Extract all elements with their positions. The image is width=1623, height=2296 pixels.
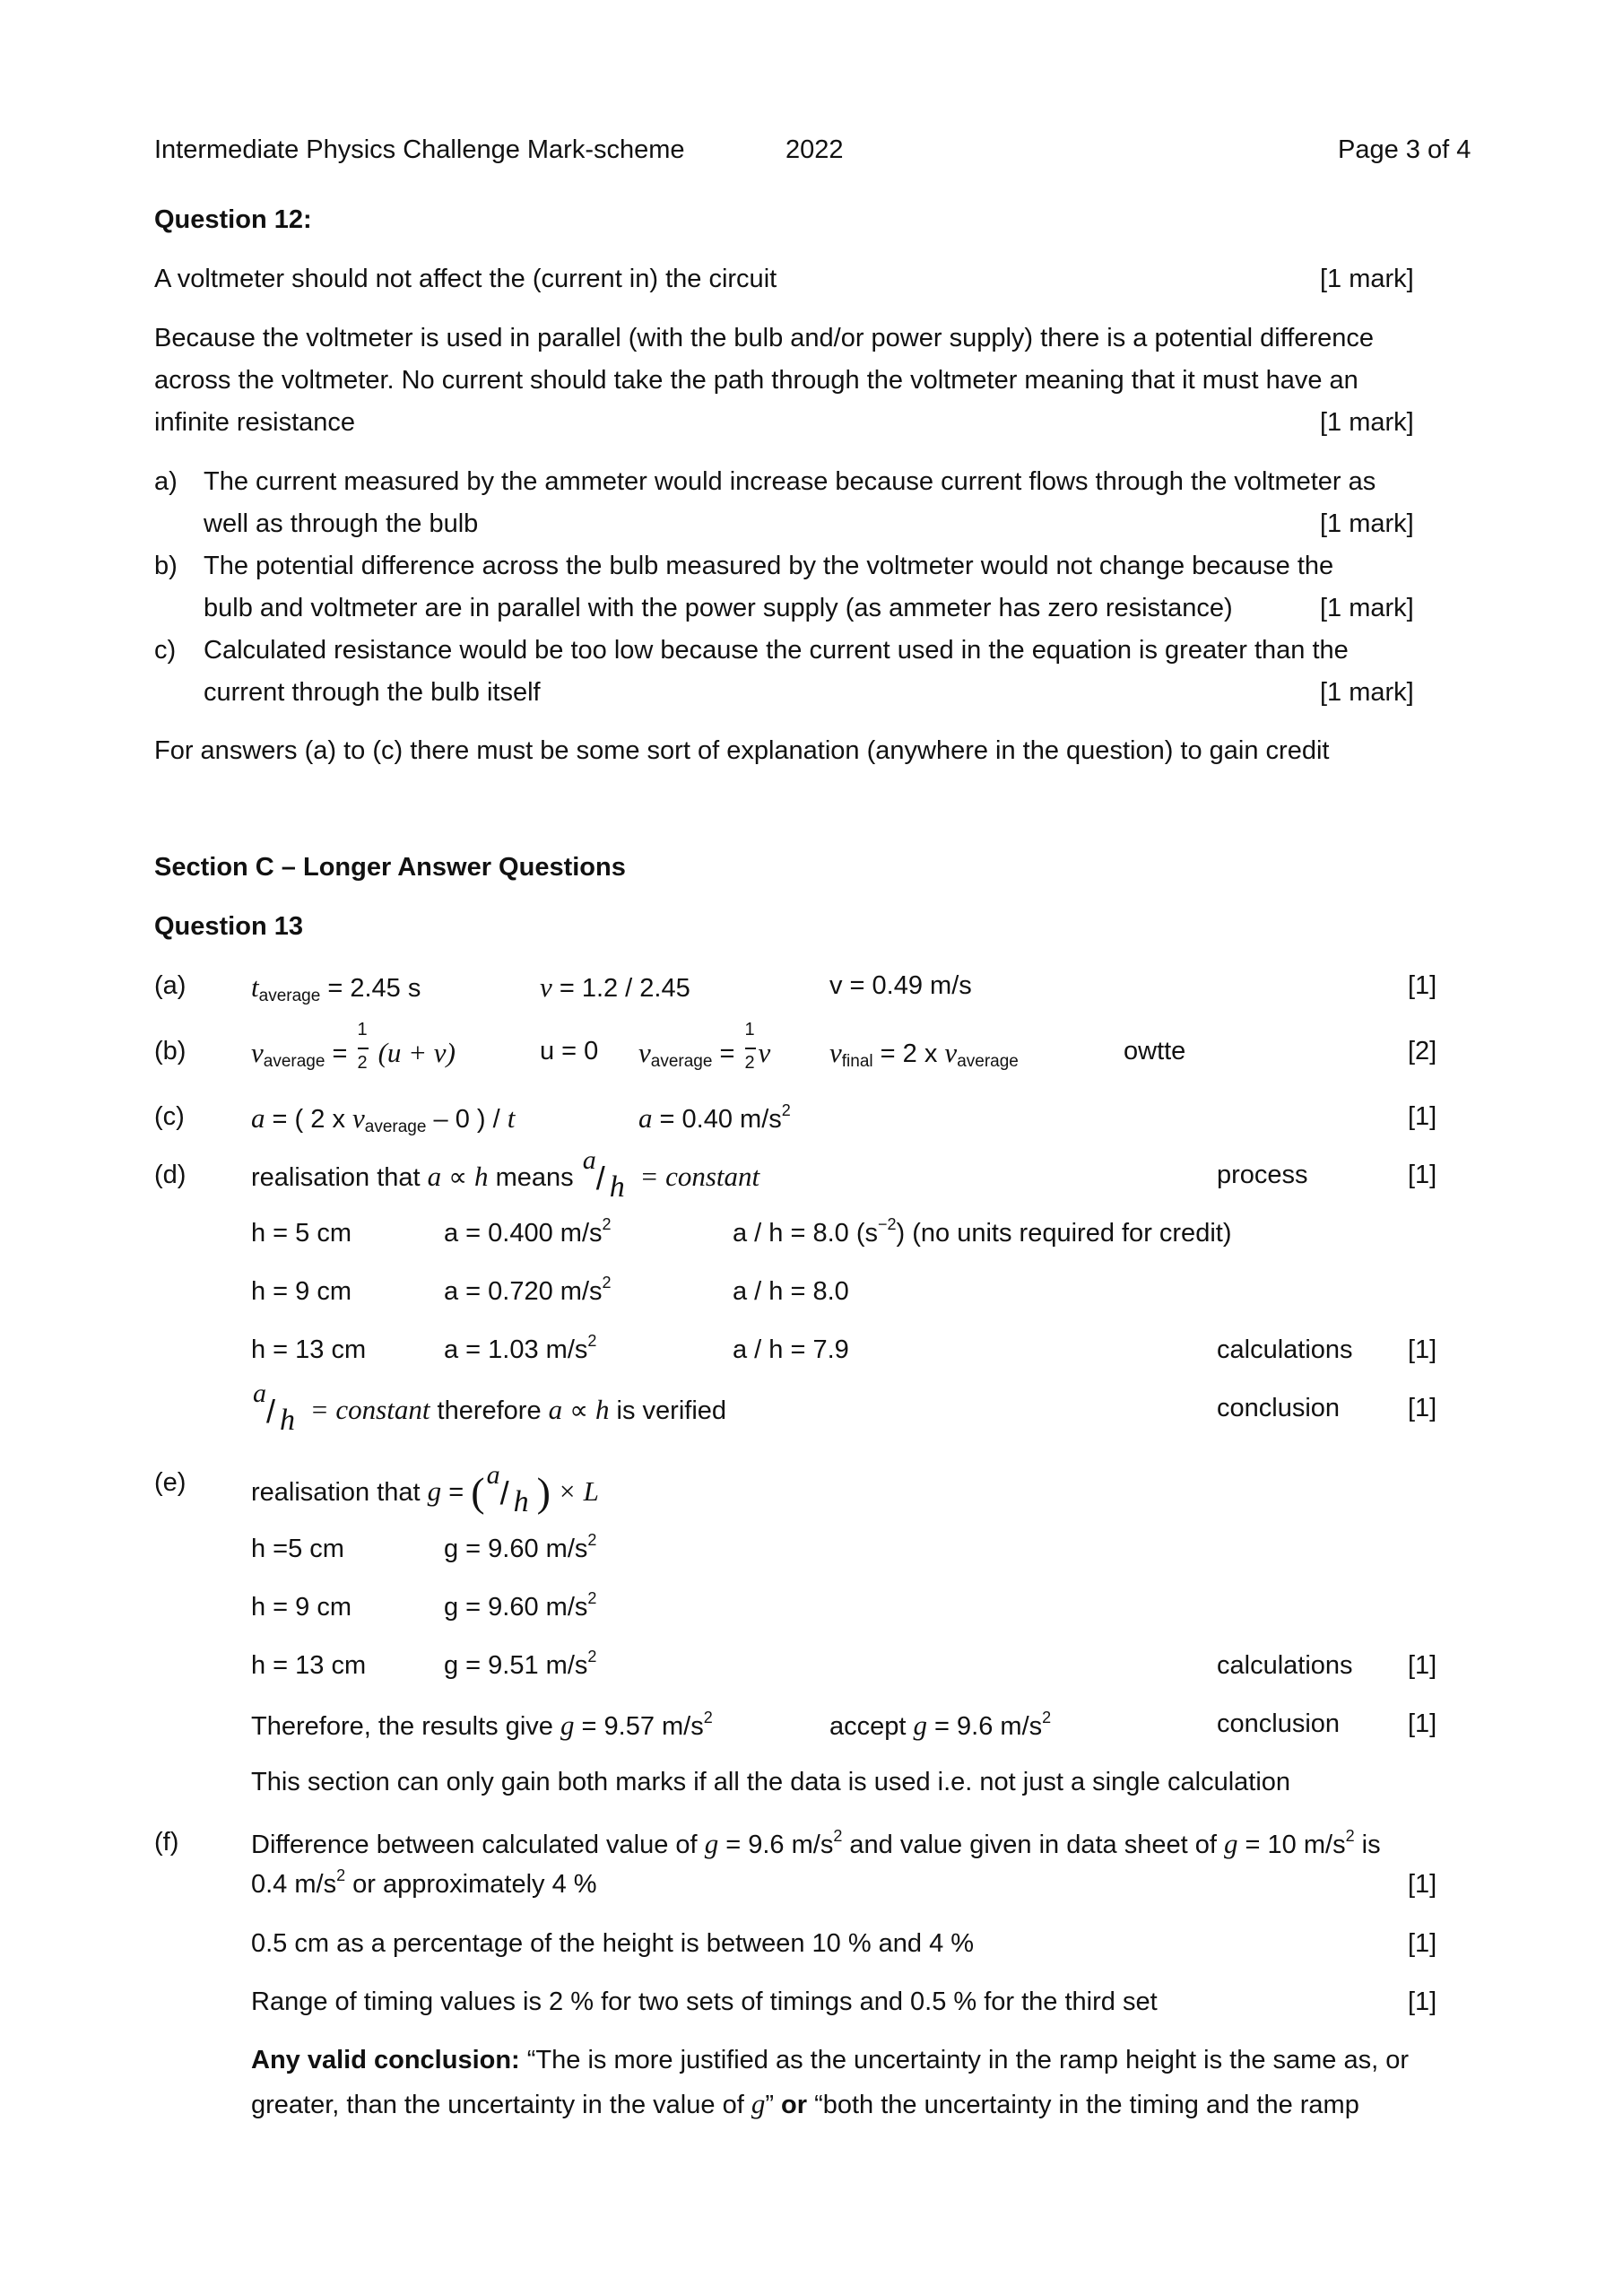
g-value: g = 9.60 $m/s^2$: [444, 1589, 597, 1622]
one-half-fraction: $\frac{1}{2}$: [744, 1020, 755, 1073]
q13-f-mark-3: [1]: [1408, 1987, 1437, 2016]
acceleration-value: a = 1.03 $m/s^2$: [444, 1332, 597, 1364]
document-title: Intermediate Physics Challenge Mark-scheme: [154, 135, 685, 164]
q13-e-realisation: realisation that g = ( a / h ) × L: [251, 1460, 599, 1518]
q13-c-formula: a = ( 2 x $v_{average} - 0$ ) / t: [251, 1102, 516, 1136]
item-line1: The potential difference across the bulb measured by the voltmeter would not change because the: [204, 552, 1334, 580]
q12-line1-mark: [1 mark]: [1320, 265, 1414, 293]
q13-f-difference-line1: Difference between calculated value of g = 9.6 $m/s^2$ and value given in data sheet of g = 10 $m/s^2$ is: [251, 1827, 1381, 1859]
item-mark: [1 mark]: [1320, 509, 1414, 538]
q13-d-conclusion: a / h = constant therefore a ∝ h is verified: [253, 1378, 727, 1437]
height-value: h = 13 cm: [251, 1335, 367, 1364]
acceleration-value: a = 0.400 $m/s^2$: [444, 1215, 612, 1248]
q13-f-difference-line2: 0.4 $m/s^2$ or approximately 4 %: [251, 1866, 597, 1899]
q13-f-mark-2: [1]: [1408, 1929, 1437, 1958]
one-half-fraction: $\frac{1}{2}$: [357, 1020, 368, 1073]
item-mark: [1 mark]: [1320, 594, 1414, 622]
height-value: h = 9 cm: [251, 1277, 352, 1306]
q13-e-accept: accept g = 9.6 $m/s^2$: [829, 1709, 1052, 1741]
q13-b-u-zero: u = 0: [540, 1037, 599, 1065]
acceleration-value: a = 0.720 $m/s^2$: [444, 1274, 612, 1306]
q13-b-owtte: owtte: [1124, 1037, 1186, 1065]
page-number: Page 3 of 4: [1338, 135, 1471, 164]
q12-line1: A voltmeter should not affect the (current in) the circuit: [154, 265, 777, 293]
item-line2: current through the bulb itself: [204, 678, 541, 707]
q13-f-timing-range: Range of timing values is 2 % for two sets of timings and 0.5 % for the third set: [251, 1987, 1158, 2016]
q13-b-v-average-half: $v_{average}$ = $\frac{1}{2}$ v: [638, 1020, 771, 1073]
q13-f-conclusion-line2: greater, than the uncertainty in the value of g” or “both the uncertainty in the timing and the ramp: [251, 2088, 1359, 2119]
q12-para-line2: across the voltmeter. No current should take the path through the voltmeter meaning that it must have an: [154, 366, 1358, 395]
height-value: h =5 cm: [251, 1535, 344, 1563]
item-label: b): [154, 552, 178, 580]
q13-b-v-average-formula: $v_{average}$ = $\frac{1}{2}$ (u + v): [251, 1020, 456, 1073]
height-value: h = 13 cm: [251, 1651, 367, 1680]
q13-d-conclusion-mark: [1]: [1408, 1394, 1437, 1422]
q13-a-v-result: v = 0.49 m/s: [829, 971, 972, 1000]
q13-a-t-average: $t_{average} = 2.45$ s: [251, 971, 421, 1005]
q13-a-v-expression: v = 1.2 / 2.45: [540, 971, 690, 1003]
height-value: h = 5 cm: [251, 1219, 352, 1248]
a-over-h-fraction: a / h: [486, 1460, 529, 1518]
document-year: 2022: [785, 135, 844, 164]
q13-d-realisation: realisation that a ∝ h means a / h = constant: [251, 1145, 760, 1204]
item-line1: Calculated resistance would be too low because the current used in the equation is greater than the: [204, 636, 1349, 665]
q12-note: For answers (a) to (c) there must be some sort of explanation (anywhere in the question) to gain credit: [154, 736, 1330, 765]
q13-e-conclusion-label: conclusion: [1217, 1709, 1341, 1738]
q13-d-process-mark: [1]: [1408, 1161, 1437, 1189]
q13-d-conclusion-label: conclusion: [1217, 1394, 1341, 1422]
q13-d-label: (d): [154, 1161, 187, 1189]
g-value: g = 9.51 $m/s^2$: [444, 1648, 597, 1680]
q13-f-mark-1: [1]: [1408, 1870, 1437, 1899]
q12-para-line3: infinite resistance: [154, 408, 356, 437]
q13-a-mark: [1]: [1408, 971, 1437, 1000]
q13-b-v-final: $v_{final} = 2$ x $v_{average}$: [829, 1037, 1019, 1071]
question-12-heading: Question 12:: [154, 205, 312, 234]
ratio-value: a / h = 7.9: [733, 1335, 849, 1364]
question-13-heading: Question 13: [154, 912, 303, 941]
q13-e-note: This section can only gain both marks if all the data is used i.e. not just a single calculation: [251, 1768, 1291, 1796]
calculations-label: calculations: [1217, 1651, 1353, 1680]
q13-f-label: (f): [154, 1828, 179, 1857]
ratio-value: a / h = 8.0 $(s^{-2})$ (no units required for credit): [733, 1215, 1232, 1248]
q12-para-mark: [1 mark]: [1320, 408, 1414, 437]
q13-b-label: (b): [154, 1037, 187, 1065]
q13-b-mark: [2]: [1408, 1037, 1437, 1065]
calculations-label: calculations: [1217, 1335, 1353, 1364]
item-line1: The current measured by the ammeter would increase because current flows through the voltmeter as: [204, 467, 1376, 496]
q13-a-label: (a): [154, 971, 187, 1000]
item-line2: well as through the bulb: [204, 509, 479, 538]
height-value: h = 9 cm: [251, 1593, 352, 1622]
section-c-heading: Section C – Longer Answer Questions: [154, 853, 626, 882]
q13-e-label: (e): [154, 1468, 187, 1497]
q13-e-conclusion-mark: [1]: [1408, 1709, 1437, 1738]
q13-d-process-label: process: [1217, 1161, 1308, 1189]
item-mark: [1 mark]: [1320, 678, 1414, 707]
g-value: g = 9.60 $m/s^2$: [444, 1531, 597, 1563]
item-label: c): [154, 636, 177, 665]
item-line2: bulb and voltmeter are in parallel with the power supply (as ammeter has zero resistance): [204, 594, 1233, 622]
q13-f-height-percentage: 0.5 cm as a percentage of the height is between 10 % and 4 %: [251, 1929, 975, 1958]
item-label: a): [154, 467, 178, 496]
a-over-h-fraction: a / h: [582, 1145, 625, 1204]
q12-para-line1: Because the voltmeter is used in parallel (with the bulb and/or power supply) there is a potential difference: [154, 324, 1375, 352]
q13-e-therefore: Therefore, the results give g = 9.57 $m/s^2$: [251, 1709, 713, 1741]
calculations-mark: [1]: [1408, 1651, 1437, 1680]
calculations-mark: [1]: [1408, 1335, 1437, 1364]
a-over-h-fraction: a / h: [253, 1378, 295, 1437]
q13-c-mark: [1]: [1408, 1102, 1437, 1131]
ratio-value: a / h = 8.0: [733, 1277, 849, 1306]
q13-c-result: a = 0.40 $m/s^2$: [638, 1101, 791, 1134]
q13-f-conclusion-line1: Any valid conclusion: “The is more justified as the uncertainty in the ramp height is the same as, or: [251, 2046, 1410, 2074]
q13-c-label: (c): [154, 1102, 185, 1131]
